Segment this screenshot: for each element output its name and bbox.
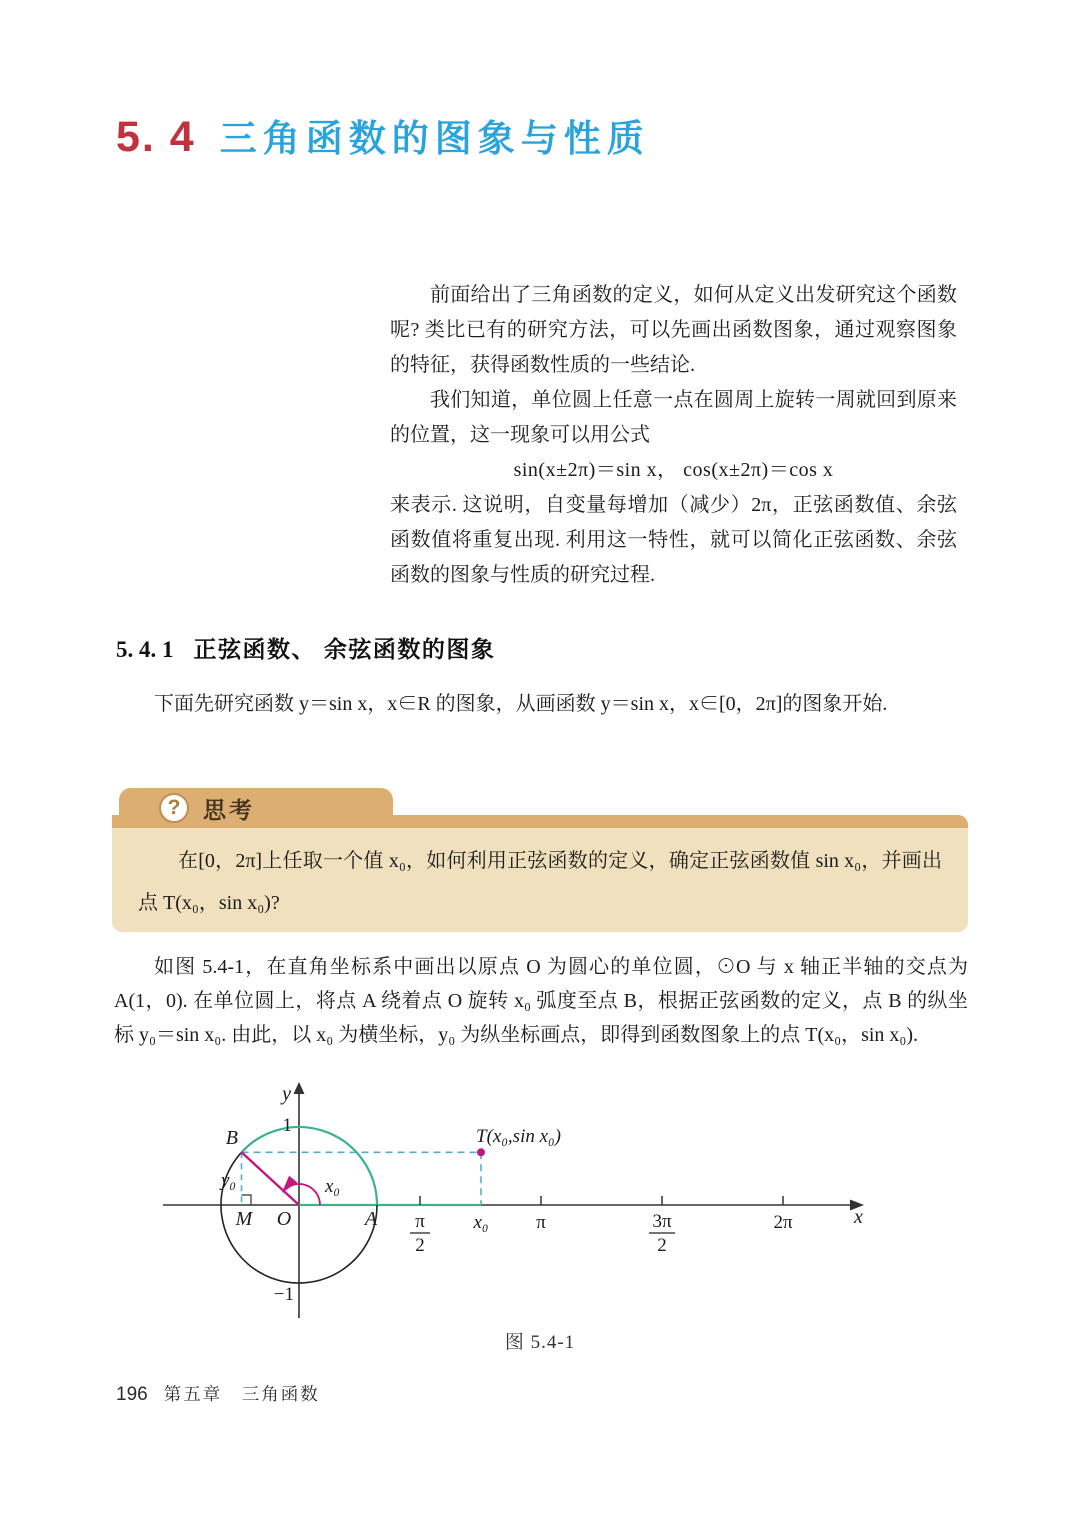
figure-5-4-1 — [108, 1082, 988, 1322]
tick-label-3pi-half-den: 2 — [657, 1235, 667, 1256]
label-B: B — [225, 1127, 238, 1149]
tick-label-3pi-half-num: 3π — [652, 1211, 672, 1232]
unit-circle-green-arc — [242, 1127, 378, 1205]
intro-paragraph-1: 前面给出了三角函数的定义，如何从定义出发研究这个函数呢? 类比已有的研究方法，可以先画出函数图象，通过观察图象的特征，获得函数性质的一些结论. — [390, 284, 957, 376]
page-footer — [116, 1381, 320, 1406]
label-A: A — [364, 1208, 378, 1230]
point-T-dot — [477, 1148, 485, 1156]
label-one: 1 — [282, 1115, 292, 1136]
x-axis-label: x — [854, 1206, 863, 1228]
radius-OB — [242, 1152, 300, 1205]
label-O: O — [276, 1208, 292, 1230]
section-heading-number: 5. 4. 1 — [116, 637, 174, 662]
lead-paragraph: 下面先研究函数 y＝sin x，x∈R 的图象，从画函数 y＝sin x，x∈[0，2π]的图象开始. — [154, 693, 888, 715]
unit-circle-diagram — [108, 1082, 988, 1322]
tick-label-pi-half-den: 2 — [415, 1235, 425, 1256]
section-heading — [116, 631, 495, 664]
intro-paragraph-3: 来表示. 这说明，自变量每增加（减少）2π，正弦函数值、余弦函数值将重复出现. 利用这一特性，就可以简化正弦函数、余弦函数的图象与性质的研究过程. — [390, 494, 957, 586]
page-number: 196 — [116, 1384, 148, 1405]
right-angle-marker — [242, 1195, 252, 1205]
tick-label-x0: x₀ — [473, 1212, 489, 1233]
question-mark-icon: ? — [159, 793, 189, 823]
label-minus-one: −1 — [273, 1284, 294, 1305]
chapter-title — [116, 108, 650, 162]
figure-description-paragraph: 如图 5.4-1，在直角坐标系中画出以原点 O 为圆心的单位圆，⊙O 与 x 轴正半轴的交点为 A(1，0). 在单位圆上，将点 A 绕着点 O 旋转 x₀ 弧度至点 B，根据正弦函数的定义，点 B 的纵坐标 y₀＝sin x₀. 由此，以 x₀ 为横坐标，y₀ 为纵坐标画点，即得到函数图象上的点 T(x₀，sin x₀). — [114, 956, 968, 1046]
intro-paragraph-2: 我们知道，单位圆上任意一点在圆周上旋转一周就回到原来的位置，这一现象可以用公式 — [390, 389, 957, 446]
section-heading-text: 正弦函数、 余弦函数的图象 — [193, 636, 496, 662]
figure-caption: 图 5.4-1 — [504, 1332, 576, 1353]
label-point-T: T(x₀,sin x₀) — [476, 1126, 561, 1147]
tick-label-2pi: 2π — [773, 1212, 793, 1233]
tick-label-pi: π — [536, 1212, 546, 1233]
label-M: M — [235, 1208, 253, 1230]
chapter-name: 第五章 三角函数 — [163, 1384, 320, 1404]
chapter-title-text: 三角函数的图象与性质 — [219, 118, 650, 159]
think-box-body — [112, 815, 968, 932]
think-box-tab — [119, 788, 393, 828]
label-y0: y₀ — [220, 1170, 236, 1191]
label-angle-x0: x₀ — [325, 1176, 341, 1197]
think-box — [112, 788, 968, 932]
y-axis-arrow — [294, 1082, 305, 1094]
y-axis-label: y — [282, 1083, 291, 1105]
think-box-label: 思考 — [203, 796, 255, 823]
periodicity-formula: sin(x±2π)＝sin x， cos(x±2π)＝cos x — [513, 459, 834, 481]
think-box-question: 在[0，2π]上任取一个值 x₀，如何利用正弦函数的定义，确定正弦函数值 sin x₀，并画出点 T(x₀，sin x₀)? — [138, 850, 942, 914]
chapter-title-number: 5. 4 — [116, 113, 196, 161]
intro-column — [390, 278, 957, 593]
tick-label-pi-half-num: π — [415, 1211, 425, 1232]
